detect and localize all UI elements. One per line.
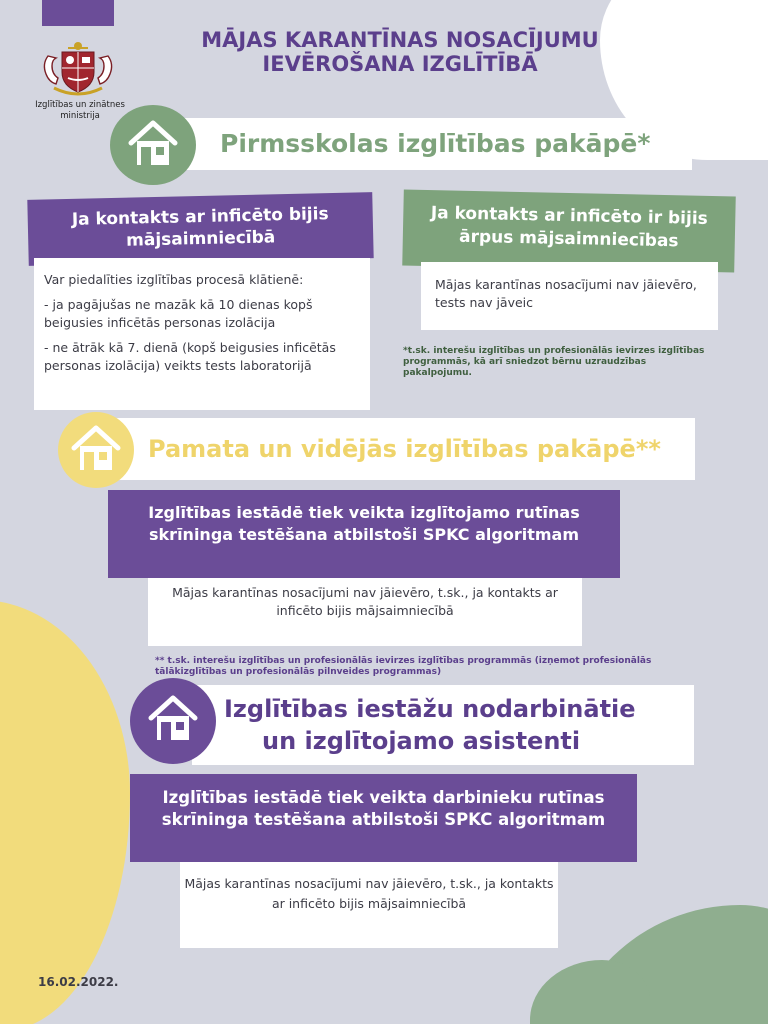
ministry-line2: ministrija (60, 111, 100, 121)
page-title (170, 28, 630, 76)
section1-right-header: Ja kontakts ar inficēto ir bijis ārpus mājsaimniecības (402, 190, 736, 273)
house-icon (147, 694, 199, 744)
section2-header: Izglītības iestādē tiek veikta izglītojamo rutīnas skrīninga testēšana atbilstoši SPKC algoritmam (108, 490, 620, 578)
section1-left-item2: - ne ātrāk kā 7. dienā (kopš beigusies inficētās personas izolācija) veikts tests laboratorijā (44, 340, 336, 373)
section1-left-item1: - ja pagājušas ne mazāk kā 10 dienas kopš beigusies inficētās personas izolācija (44, 297, 313, 330)
section1-footnote: *t.sk. interešu izglītības un profesionālās ievirzes izglītības programmās, kā arī sniedzot bērnu uzraudzības pakalpojumu. (403, 346, 705, 378)
section3-title-line1: Izglītības iestāžu nodarbinātie (224, 695, 636, 723)
ministry-name (30, 100, 130, 122)
decorative-blob-bottom-right-small (530, 960, 650, 1024)
decorative-top-bar (42, 0, 114, 26)
decorative-blob-left (0, 600, 130, 1024)
section2-footnote: ** t.sk. interešu izglītības un profesionālās ievirzes izglītības programmās (izņemot profesionālās tālākizglītības un profesionālās pilnveides programmas) (155, 656, 652, 677)
section3-box (180, 862, 558, 948)
house-icon (127, 119, 179, 169)
section2-box (148, 578, 582, 646)
section2-badge (58, 412, 134, 488)
section1-left-box (34, 258, 370, 410)
section1-right-text: Mājas karantīnas nosacījumi nav jāievēro, tests nav jāveic (435, 277, 697, 310)
page-title-line1: MĀJAS KARANTĪNAS NOSACĪJUMU (201, 28, 599, 52)
section1-left-header: Ja kontakts ar inficēto bijis mājsaimniecībā (27, 192, 373, 266)
ministry-line1: Izglītības un zinātnes (35, 100, 125, 110)
section2-title: Pamata un vidējās izglītības pakāpē** (110, 418, 695, 480)
section3-title (192, 685, 694, 765)
date-label: 16.02.2022. (38, 975, 119, 989)
section3-badge (130, 678, 216, 764)
section1-title: Pirmsskolas izglītības pakāpē* (160, 118, 692, 170)
section3-title-line2: un izglītojamo asistenti (262, 727, 581, 755)
section1-right-box (421, 262, 718, 330)
page-title-line2: IEVĒROŠANA IZGLĪTĪBĀ (262, 52, 538, 76)
section2-text: Mājas karantīnas nosacījumi nav jāievēro, t.sk., ja kontakts ar inficēto bijis mājsaimniecībā (172, 585, 558, 618)
house-icon (70, 424, 122, 474)
section1-badge (110, 105, 196, 185)
coat-of-arms-icon (40, 38, 116, 100)
section1-left-intro: Var piedalīties izglītības procesā klātienē: (44, 272, 304, 287)
section3-text: Mājas karantīnas nosacījumi nav jāievēro, t.sk., ja kontakts ar inficēto bijis mājsaimniecībā (184, 876, 554, 911)
section3-header: Izglītības iestādē tiek veikta darbinieku rutīnas skrīninga testēšana atbilstoši SPKC algoritmam (130, 774, 637, 862)
